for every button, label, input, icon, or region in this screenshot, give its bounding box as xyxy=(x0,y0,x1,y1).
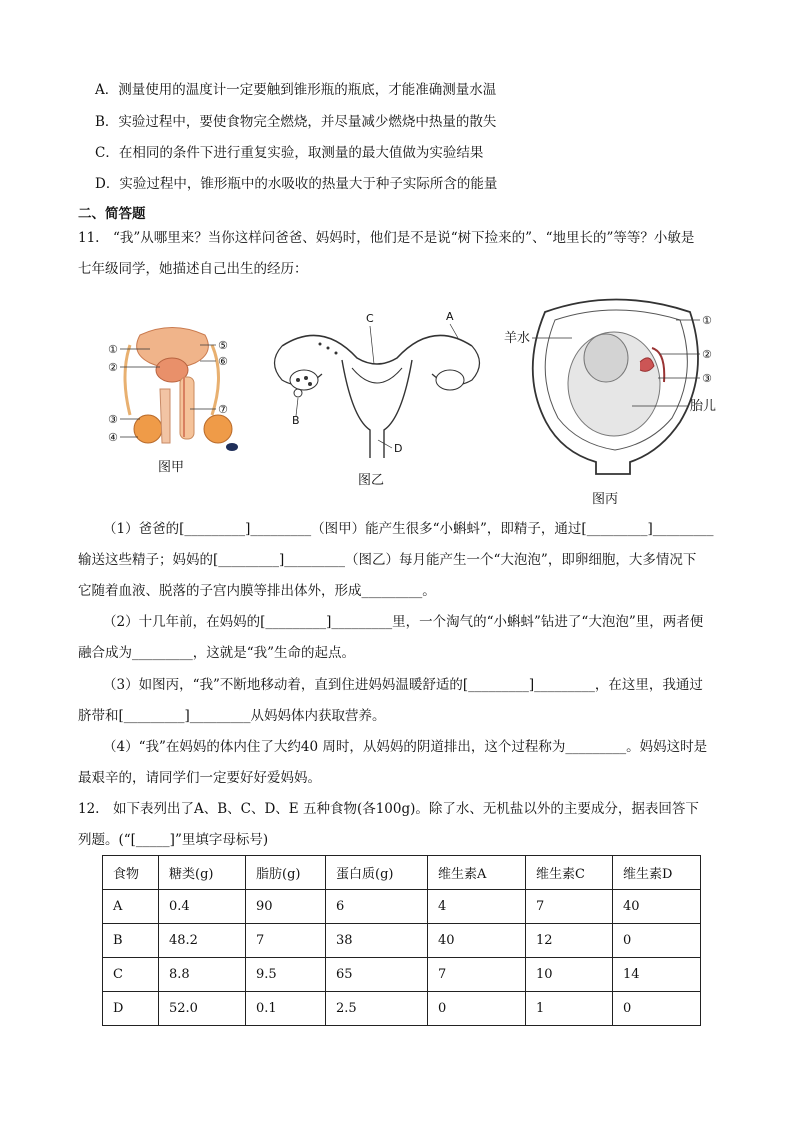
table-cell: 14 xyxy=(613,958,701,992)
caption-jia: 图甲 xyxy=(158,460,185,475)
q12-line1: 12. 如下表列出了A、B、C、D、E 五种食物(各100g)。除了水、无机盐以外的主要成分，据表回答下 xyxy=(78,801,699,817)
table-row xyxy=(103,992,701,1026)
table-cell: A xyxy=(103,890,159,924)
table-cell: 0 xyxy=(428,992,526,1026)
table-header: 维生素D xyxy=(613,856,701,890)
table-cell: 40 xyxy=(613,890,701,924)
bing-label-fetus: 胎儿 xyxy=(690,399,717,414)
table-cell: B xyxy=(103,924,159,958)
q11-part3-line1: （3）如图丙，“我”不断地移动着，直到住进妈妈温暖舒适的[_________]_________，在这里，我通过 xyxy=(103,677,703,693)
table-header: 蛋白质(g) xyxy=(326,856,428,890)
q11-line1: 11. “我”从哪里来？当你这样问爸爸、妈妈时，他们是不是说“树下捡来的”、“地里长的”等等？小敏是 xyxy=(78,230,695,246)
table-cell: 7 xyxy=(246,924,326,958)
bing-label-1: ① xyxy=(702,314,712,327)
q11-part1-line3: 它随着血液、脱落的子宫内膜等排出体外，形成_________。 xyxy=(78,583,436,599)
table-cell: 0 xyxy=(613,924,701,958)
table-cell: 0.4 xyxy=(159,890,246,924)
table-cell: 6 xyxy=(326,890,428,924)
figure-fetus-uterus xyxy=(500,292,730,482)
table-row xyxy=(103,958,701,992)
table-cell: 65 xyxy=(326,958,428,992)
food-nutrient-table xyxy=(102,855,701,1026)
table-cell: 4 xyxy=(428,890,526,924)
q11-part2-line1: （2）十几年前，在妈妈的[_________]_________里，一个淘气的“小蝌蚪”钻进了“大泡泡”里，两者便 xyxy=(103,614,704,630)
yi-label-a: A xyxy=(446,310,454,323)
bing-label-2: ② xyxy=(702,348,712,361)
table-cell: 1 xyxy=(526,992,613,1026)
q11-part3-line2: 脐带和[_________]_________从妈妈体内获取营养。 xyxy=(78,708,386,724)
option-d: D．实验过程中，锥形瓶中的水吸收的热量大于种子实际所含的能量 xyxy=(95,176,498,192)
q11-part2-line2: 融合成为_________，这就是“我”生命的起点。 xyxy=(78,645,356,661)
q11-part4-line1: （4）“我”在妈妈的体内住了大约40 周时，从妈妈的阴道排出，这个过程称为_________。妈妈这时是 xyxy=(103,739,708,755)
option-a: A．测量使用的温度计一定要触到锥形瓶的瓶底，才能准确测量水温 xyxy=(95,82,497,98)
yi-label-d: D xyxy=(394,442,403,455)
yi-label-c: C xyxy=(366,312,374,325)
table-cell: 52.0 xyxy=(159,992,246,1026)
table-row xyxy=(103,890,701,924)
option-b: B．实验过程中，要使食物完全燃烧，并尽量减少燃烧中热量的散失 xyxy=(95,114,497,130)
table-cell: 0 xyxy=(613,992,701,1026)
table-cell: 12 xyxy=(526,924,613,958)
table-header: 维生素A xyxy=(428,856,526,890)
table-cell: 0.1 xyxy=(246,992,326,1026)
q11-line2: 七年级同学，她描述自己出生的经历： xyxy=(78,261,308,277)
figure-male-reproductive xyxy=(100,315,250,465)
bing-label-amniotic-fluid: 羊水 xyxy=(504,331,531,346)
table-cell: 40 xyxy=(428,924,526,958)
yi-label-b: B xyxy=(292,414,300,427)
table-header: 维生素C xyxy=(526,856,613,890)
jia-label-6: ⑥ xyxy=(218,355,228,368)
jia-label-1: ① xyxy=(108,343,118,356)
jia-label-3: ③ xyxy=(108,413,118,426)
table-header: 脂肪(g) xyxy=(246,856,326,890)
table-header: 糖类(g) xyxy=(159,856,246,890)
option-c: C．在相同的条件下进行重复实验，取测量的最大值做为实验结果 xyxy=(95,145,484,161)
table-row xyxy=(103,924,701,958)
table-cell: D xyxy=(103,992,159,1026)
q11-part4-line2: 最艰辛的，请同学们一定要好好爱妈妈。 xyxy=(78,770,321,786)
bing-label-3: ③ xyxy=(702,372,712,385)
jia-label-7: ⑦ xyxy=(218,403,228,416)
q11-part1-line2: 输送这些精子；妈妈的[_________]_________（图乙）每月能产生一个“大泡泡”，即卵细胞，大多情况下 xyxy=(78,552,697,568)
q11-part1-line1: （1）爸爸的[_________]_________（图甲）能产生很多“小蝌蚪”，即精子，通过[_________]_________ xyxy=(103,521,714,537)
table-cell: 8.8 xyxy=(159,958,246,992)
table-cell: 10 xyxy=(526,958,613,992)
table-cell: 48.2 xyxy=(159,924,246,958)
table-header: 食物 xyxy=(103,856,159,890)
section-title: 二、简答题 xyxy=(78,206,146,222)
table-cell: 38 xyxy=(326,924,428,958)
jia-label-4: ④ xyxy=(108,431,118,444)
table-header-row xyxy=(103,856,701,890)
table-cell: 9.5 xyxy=(246,958,326,992)
table-cell: 90 xyxy=(246,890,326,924)
caption-bing: 图丙 xyxy=(592,492,619,507)
caption-yi: 图乙 xyxy=(358,473,385,488)
table-cell: 2.5 xyxy=(326,992,428,1026)
table-cell: C xyxy=(103,958,159,992)
table-cell: 7 xyxy=(428,958,526,992)
figure-female-reproductive xyxy=(262,308,492,468)
jia-label-2: ② xyxy=(108,361,118,374)
table-cell: 7 xyxy=(526,890,613,924)
q12-line2: 列题。(“[_____]”里填字母标号) xyxy=(78,832,269,848)
jia-label-5: ⑤ xyxy=(218,339,228,352)
